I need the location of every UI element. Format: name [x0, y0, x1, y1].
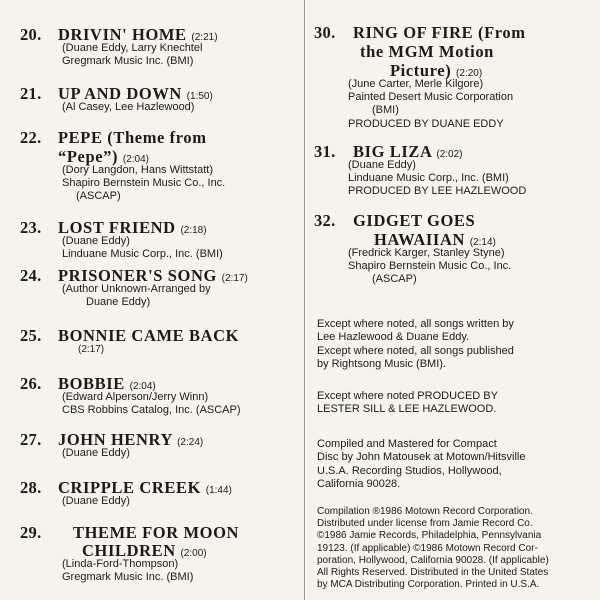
notes-written-published: Except where noted, all songs written by Lee Hazlewood & Duane Eddy. Except where noted, all songs published by Rightsong Music (BMI).	[317, 318, 514, 371]
track-duration: (1:44)	[205, 485, 232, 496]
track-title: BIG LIZA (2:02)	[353, 142, 463, 161]
track-title: PRISONER'S SONG (2:17)	[58, 266, 248, 285]
track-number: 29.	[20, 523, 42, 542]
track-duration: (2:18)	[180, 225, 207, 236]
track-credits: (June Carter, Merle Kilgore) Painted Desert Music Corporation (BMI) PRODUCED BY DUANE EDDY	[348, 78, 514, 130]
track-credits: (Edward Alperson/Jerry Winn) CBS Robbins Catalog, Inc. (ASCAP)	[62, 391, 241, 417]
track-duration: (2:00)	[180, 548, 207, 559]
notes-mastered: Compiled and Mastered for Compact Disc by John Matousek at Motown/Hitsville U.S.A. Recording Studios, Hollywood, California 90028.	[317, 438, 526, 491]
track-credits: (Duane Eddy) Linduane Music Corp., Inc. (BMI) PRODUCED BY LEE HAZLEWOOD	[348, 159, 527, 198]
track-credits: (Fredrick Karger, Stanley Styne) Shapiro Bernstein Music Co., Inc. (ASCAP)	[348, 247, 512, 286]
track-title: JOHN HENRY (2:24)	[58, 430, 204, 449]
track-title: THEME FOR MOON	[72, 523, 240, 542]
track-credits: (Duane Eddy)	[62, 495, 130, 507]
track-title: GIDGET GOES	[353, 211, 476, 230]
track-title-line-2: HAWAIIAN (2:14)	[374, 230, 496, 249]
track-credits: (Duane Eddy)	[62, 447, 130, 459]
track-title-line-2: “Pepe”) (2:04)	[58, 147, 149, 166]
track-title: UP AND DOWN (1:50)	[58, 84, 213, 103]
track-credits: (Linda-Ford-Thompson) Gregmark Music Inc. (BMI)	[62, 558, 194, 584]
track-duration: (2:04)	[129, 381, 156, 392]
track-number: 27.	[20, 430, 42, 449]
track-title: BONNIE CAME BACK	[58, 326, 240, 345]
track-title: LOST FRIEND (2:18)	[58, 218, 207, 237]
track-title: CRIPPLE CREEK (1:44)	[58, 478, 232, 497]
track-duration: (2:04)	[122, 154, 149, 165]
track-number: 30.	[314, 23, 336, 42]
track-number: 21.	[20, 84, 42, 103]
track-title: PEPE (Theme from	[58, 128, 207, 147]
track-duration: (2:20)	[456, 68, 483, 79]
track-duration: (2:17)	[221, 273, 248, 284]
track-duration: (2:02)	[436, 149, 463, 160]
track-duration: (2:17)	[78, 344, 105, 355]
track-number: 25.	[20, 326, 42, 345]
track-title: RING OF FIRE (From	[353, 23, 526, 42]
track-number: 23.	[20, 218, 42, 237]
track-number: 26.	[20, 374, 42, 393]
track-duration: (2:14)	[469, 237, 496, 248]
track-number: 24.	[20, 266, 42, 285]
column-divider	[304, 0, 305, 600]
notes-produced: Except where noted PRODUCED BY LESTER SILL & LEE HAZLEWOOD.	[317, 390, 498, 416]
track-duration: (2:24)	[177, 437, 204, 448]
track-duration: (2:21)	[191, 32, 218, 43]
track-credits: (Dory Langdon, Hans Wittstatt) Shapiro Bernstein Music Co., Inc. (ASCAP)	[62, 164, 226, 203]
track-number: 28.	[20, 478, 42, 497]
track-duration: (1:50)	[186, 91, 213, 102]
notes-legal: Compilation ®1986 Motown Record Corporation. Distributed under license from Jamie Record Co. ©1986 Jamie Records, Philadelphia, Pennsylvania 19123. (If applicable) ©1986 Motown Record Cor- poration, Hollywood, California 90028. (If applicable) All Rights Reserved. Distributed in the United States by MCA Distributing Corporation. Printed in U.S.A.	[317, 506, 549, 591]
track-title-line-2: CHILDREN (2:00)	[82, 541, 207, 560]
track-credits: (Duane Eddy, Larry Knechtel Gregmark Music Inc. (BMI)	[62, 42, 203, 68]
track-title: BOBBIE (2:04)	[58, 374, 156, 393]
track-credits: (Al Casey, Lee Hazlewood)	[62, 101, 195, 113]
track-number: 20.	[20, 25, 42, 44]
track-number: 32.	[314, 211, 336, 230]
track-credits: (Author Unknown-Arranged by Duane Eddy)	[62, 283, 211, 309]
track-title: DRIVIN' HOME (2:21)	[58, 25, 218, 44]
track-number: 22.	[20, 128, 42, 147]
track-title-line-3: Picture) (2:20)	[390, 61, 483, 80]
track-credits: (Duane Eddy) Linduane Music Corp., Inc. (BMI)	[62, 235, 223, 261]
track-title-line-2: the MGM Motion	[360, 42, 494, 61]
track-number: 31.	[314, 142, 336, 161]
